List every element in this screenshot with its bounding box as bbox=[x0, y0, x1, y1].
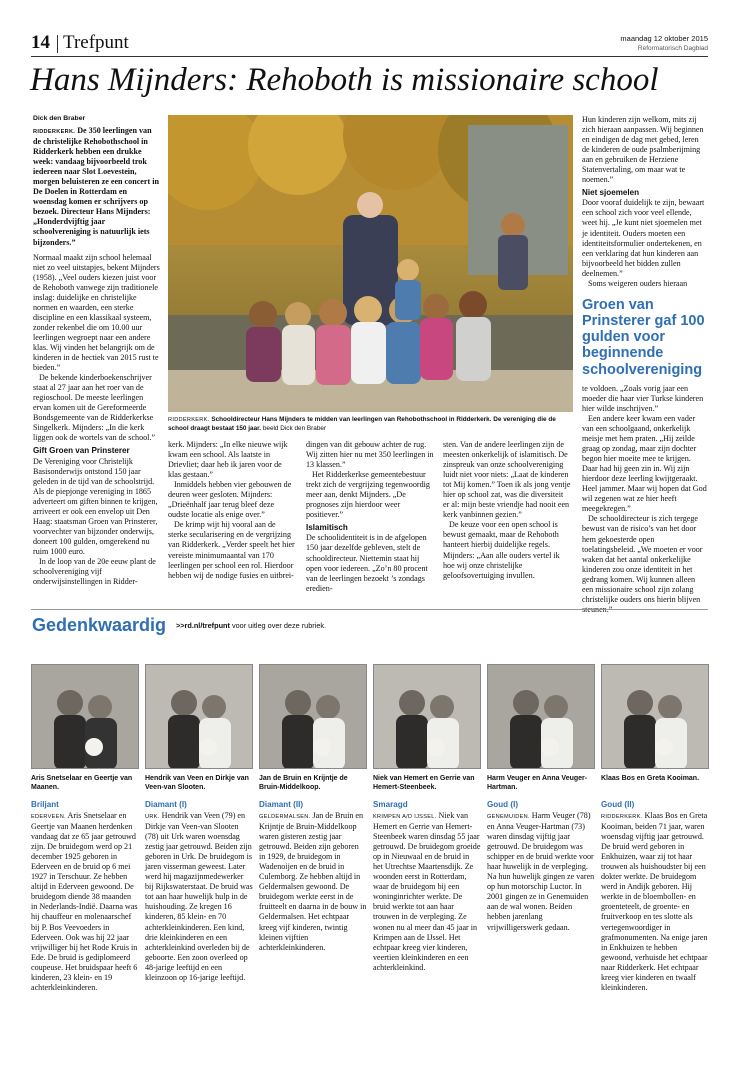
anniversary-text bbox=[145, 811, 253, 983]
anniversary-body: Hendrik van Veen (79) en Dirkje van Veen-van Slooten (78) uit Urk waren woensdag zestig jaar getrouwd. Beiden zijn geboren in Urk. De bruidegom is jaren visserman geweest. Later werd hij magazijnmedewerker bij Rijkswaterstaat. De bruid was tot aan haar huwelijk hulp in de huishouding. Ze kregen 16 kinderen, 85 klein- en 70 achterkleinkinderen. Een kind, drie kleinkinderen en een achterkleinkind overleden bij de geboorte. Een zoon overleed op 48-jarige leeftijd en een kleinzoon op 16-jarige leeftijd. bbox=[145, 811, 253, 982]
couple-photo bbox=[601, 664, 709, 769]
rubriek-link[interactable]: >>rd.nl/trefpunt bbox=[176, 621, 230, 630]
couple-photo bbox=[373, 664, 481, 769]
couple-names: Niek van Hemert en Gerrie van Hemert-Steenbeek. bbox=[373, 775, 475, 791]
anniversary-category: Briljant bbox=[31, 800, 59, 809]
photo-caption bbox=[168, 416, 573, 433]
anniversary-body: Aris Snetselaar en Geertje van Maanen herdenken vandaag dat ze 65 jaar getrouwd zijn. De bruidegom werd op 21 december 1925 geboren in Ederveen en de bruid op 6 mei 1927 in Terschuur. Ze hebben altijd in Ederveen gewoond. De bruidegom diende 38 maanden in Nederlands-Indië. Daarna was hij chauffeur en molenaarschef bij P. Bos Veevoeders in Ederveen. Ook was hij 22 jaar vrijwilliger bij het Rode Kruis in Ede. De bruid is gediplomeerd coupeuse. Het bruidspaar heeft 6 kinderen, 23 klein- en 19 achterkleinkinderen. bbox=[31, 811, 138, 992]
article-column-4 bbox=[443, 440, 571, 581]
paragraph: dingen van dit gebouw achter de rug. Wij zitten hier nu met 350 leerlingen in 13 klassen.” bbox=[306, 440, 434, 470]
paragraph: Normaal maakt zijn school helemaal niet zo veel uitstapjes, bekent Mijnders (1958). „Veel ouders kiezen juist voor de Rehoboth vanwege zijn traditionele inslag: duidelijke en christelijke normen en waarden, een sterke discipline en een klassikaal systeem, zonder rekenbel die om 10.00 uur leerlingen wegroept naar een andere klas. Wij vinden het belangrijk om de kinderen in de hectiek van 2015 rust te bieden.” bbox=[33, 252, 160, 373]
anniversary-dateline: GENEMUIDEN. bbox=[487, 814, 530, 820]
couple-names: Jan de Bruin en Krijntje de Bruin-Middelkoop. bbox=[259, 775, 348, 791]
paragraph: De schooldirecteur is zich tergege bewust van de risico’s van het door hem gekoesterde open toelatingsbeleid. „We moeten er voor waken dat het aantal onkerkelijke kinderen zou onze identiteit in het gedrang komen. Wij kunnen alleen een missionaire school zijn zolang christelijke ouders ons hierin blijven bbox=[582, 514, 703, 604]
article-column-3 bbox=[306, 440, 434, 594]
pull-quote: Groen van Prinsterer gaf 100 gulden voor beginnende schoolvereniging bbox=[582, 296, 705, 378]
photo-credit: beeld Dick den Braber bbox=[262, 424, 327, 432]
caption-dateline: RIDDERKERK. bbox=[168, 417, 210, 423]
anniversary-category: Smaragd bbox=[373, 800, 408, 809]
couple-photo bbox=[487, 664, 595, 769]
paragraph: De keuze voor een open school is bewust gemaakt, maar de Rehoboth hanteert hierbij duidelijke regels. Mijnders: „Aan alle ouders vertel ik hoe wij onze christelijke geloofsovertuiging invullen. bbox=[443, 520, 560, 580]
anniversary-text bbox=[259, 811, 367, 953]
anniversary-dateline: URK. bbox=[145, 814, 160, 820]
anniversary-body: Klaas Bos en Greta Kooiman, beiden 71 jaar, waren woensdag vijftig jaar getrouwd. De bruid werd geboren in Enkhuizen, waar zij tot haar trouwen als huishoudster bij een dokter werkte. De bruidegom werd in Andijk geboren. Hij werkte in de bloembollen- en groenteteelt, de groente- en fruitverkoop en tes slotte als vertegenwoordiger in grafmonumenten. Na enige jaren in Enkhuizen te hebben gewoond, verhuisde het echtpaar naar Ridderkerk. Het echtpaar kreeg vier kinderen en twaalf kleinkinderen. bbox=[601, 811, 708, 992]
byline: Dick den Braber bbox=[33, 115, 86, 122]
rubriek-link-text: voor uitleg over deze rubriek. bbox=[231, 621, 327, 630]
headline: Hans Mijnders: Rehoboth is missionaire school bbox=[30, 62, 659, 98]
anniversary-body: Harm Veuger (78) en Anna Veuger-Hartman (73) waren dinsdag vijftig jaar getrouwd. De bruidegom was schipper en de bruid werkte voor haar huwelijk in de verpleging. Na hun huwelijk gingen ze varen op hun motorschip Luctor. In 2001 gingen ze in Genemuiden aan de wal wonen. Beiden hebben jarenlang vrijwilligerswerk gedaan. bbox=[487, 811, 595, 932]
article-lead: De 350 leerlingen van de christelijke Rehobothschool in Ridderkerk hebben een drukke week: vandaag bijvoorbeeld trok iedereen naar Slot Loevestein, morgen beluisteren ze een concert in De Doelen in Rotterdam en woensdag komen er schrijvers op bezoek. Directeur Hans Mijnders: „Honderdvijftig jaar schoolvereniging is natuurlijk iets bijzonders.” bbox=[33, 126, 159, 247]
couple-names: Hendrik van Veen en Dirkje van Veen-van Slooten. bbox=[145, 775, 249, 791]
anniversary-category: Diamant (II) bbox=[259, 800, 304, 809]
anniversary-dateline: EDERVEEN. bbox=[31, 814, 66, 820]
paragraph: De Vereniging voor Christelijk Basisonderwijs ontstond 150 jaar geleden in de tijd van de schoolstrijd. Als de piepjonge vereniging in 1865 adverteert om giften binnen te krijgen, arriveert er ook een envelop uit Den Haag: staatsman Groen van Prinsterer, voorvechter van bijzonder onderwijs, doneert 100 gulden, omgerekend nu ruim 1000 euro. bbox=[33, 456, 158, 556]
paragraph: sten. Van de andere leerlingen zijn de meesten onkerkelijk of islamitisch. De zinspreuk van onze schoolvereniging luidt niet voor niets: „Laat de kinderen tot Mij komen.” Toen ik als jong ventje hier op school zat, was die diversiteit er al: mijn beste vriendje had nooit een kerk vanbinnen gezien.” bbox=[443, 440, 571, 520]
anniversary-text bbox=[487, 811, 595, 933]
gedenkwaardig-link-line bbox=[176, 621, 326, 630]
paragraph: Inmiddels hebben vier gebouwen de deuren weer gesloten. Mijnders: „Drieënhalf jaar terug bleef deze oudste locatie als enige over.” bbox=[168, 480, 292, 520]
subheading: Islamitisch bbox=[306, 523, 348, 533]
couple-photo bbox=[145, 664, 253, 769]
anniversary-body: Niek van Hemert en Gerrie van Hemert-Steenbeek waren dinsdag 55 jaar getrouwd. De bruidegom groeide op in Nieuwaal en de bruid in het Utrechtse Maartensdijk. Ze woonden eerst in Rotterdam, waar de bruidegom bij een woninginrichter werkte. De bruid werkte tot aan haar trouwen in de verpleging. Ze wonen nu al meer dan 45 jaar in Krimpen aan de IJssel. Het echtpaar kreeg vier kinderen, veertien kleinkinderen en een achterkleinkind. bbox=[373, 811, 481, 972]
header-publication: Reformatorisch Dagblad bbox=[637, 45, 708, 52]
paragraph: Een andere keer kwam een vader van een schoolgaand, onkerkelijk meisje met hem praten. „Hij zeilde graag op zondag, maar zijn dochter begon hier moeite mee te krijgen. Daar had hij geen zin in. Wij zijn hierdoor deze leerling kwijtgeraakt. Heel jammer. Maar wij hopen dat God wil zegenen wat ze hier heeft meegekregen.” bbox=[582, 413, 707, 514]
header-rule bbox=[31, 56, 708, 57]
lead-dateline: RIDDERKERK. bbox=[33, 129, 76, 135]
couple-names: Aris Snetselaar en Geertje van Maanen. bbox=[31, 775, 133, 791]
anniversary-category: Goud (II) bbox=[601, 800, 635, 809]
anniversary-dateline: RIDDERKERK. bbox=[601, 814, 643, 820]
anniversary-text bbox=[31, 811, 139, 993]
anniversary-text bbox=[373, 811, 481, 973]
couple-names: Harm Veuger en Anna Veuger-Hartman. bbox=[487, 775, 588, 791]
section-rule bbox=[31, 609, 708, 610]
article-column-right bbox=[582, 115, 708, 615]
header-date: maandag 12 oktober 2015 bbox=[620, 34, 708, 43]
paragraph: In de loop van de 20e eeuw plant de schoolvereniging vijf onderwijsinstellingen in Ridder- bbox=[33, 556, 156, 587]
paragraph: De bekende kinderboekenschrijver staat al 27 jaar aan het roer van de regioschool. De meeste leerlingen ervan komen uit de Gereformeerde Bondsgemeente van de Ridderkerkse Singelkerk. Mijnders: „In die kerk liggen ook de wortels van de school.” bbox=[33, 373, 156, 443]
paragraph: Soms weigeren ouders hieraan bbox=[588, 278, 688, 288]
subheading: Niet sjoemelen bbox=[582, 188, 640, 198]
paragraph: Hun kinderen zijn welkom, mits zij zich hieraan aanpassen. Wij beginnen en eindigen de dag met gebed, leren de kinderen de oude psalmberijming aan en gebruiken de Herziene Statenvertaling, om maar wat te noemen.” bbox=[582, 115, 704, 185]
couple-photo bbox=[259, 664, 367, 769]
paragraph: te voldoen. „Zoals vorig jaar een moeder die haar vier Turkse kinderen hier wilde inschrijven.” bbox=[582, 383, 704, 413]
main-photo bbox=[168, 115, 573, 412]
schoolyard-group-photo bbox=[168, 115, 573, 412]
header-separator bbox=[57, 35, 58, 53]
article-column-1 bbox=[33, 126, 161, 587]
section-title: Trefpunt bbox=[63, 32, 129, 53]
page-number: 14 bbox=[31, 32, 50, 53]
article-column-2 bbox=[168, 440, 296, 581]
couple-photo bbox=[31, 664, 139, 769]
gedenkwaardig-title: Gedenkwaardig bbox=[32, 615, 167, 635]
anniversary-dateline: GELDERMALSEN. bbox=[259, 814, 311, 820]
paragraph: De schoolidentiteit is in de afgelopen 150 jaar dezelfde gebleven, stelt de schooldirecteur. Niettemin staat hij open voor iedereen. „Zo’n 80 procent van de leerlingen bezoekt ’s zondags eredien- bbox=[306, 533, 428, 593]
paragraph: kerk. Mijnders: „In elke nieuwe wijk kwam een school. Als laatste in Drievliet; daar heb ik jaren voor de klas gestaan.” bbox=[168, 440, 288, 480]
caption-text: Schooldirecteur Hans Mijnders te midden van leerlingen van Rehobothschool in Ridderkerk. De vereniging die de school draagt bestaat 150 jaar. bbox=[168, 416, 556, 432]
paragraph: De krimp wijt hij vooral aan de sterke secularisering en de vergrijzing van Ridderkerk. „Verder speelt het hier vereiste minimumaantal van 170 leerlingen per school een rol. Hierdoor hebben wij de nodige fusies en uitbrei- bbox=[168, 520, 295, 580]
anniversary-text bbox=[601, 811, 709, 993]
anniversary-dateline: KRIMPEN A/D IJSSEL. bbox=[373, 814, 437, 820]
anniversary-body: Jan de Bruin en Krijntje de Bruin-Middelkoop waren gisteren zestig jaar getrouwd. Beiden zijn geboren in 1929, de bruidegom in Wadenoijen en de bruid in Culemborg. Ze hebben altijd in Geldermalsen gewoond. De bruidegom werkte eerst in de fruitteelt en daarna in de bouw in Geldermalsen. Het echtpaar kreeg vijf kinderen, twintig kleinen vijftien achterkleinkinderen. bbox=[259, 811, 367, 952]
anniversary-category: Goud (I) bbox=[487, 800, 519, 809]
anniversary-category: Diamant (I) bbox=[145, 800, 187, 809]
couple-names: Klaas Bos en Greta Kooiman. bbox=[601, 775, 700, 782]
subheading: Gift Groen van Prinsterer bbox=[33, 446, 130, 456]
paragraph: Het Ridderkerkse gemeentebestuur trekt zich de vergrijzing tegenwoordig meer aan, denkt Mijnders. „De prognoses zijn hierdoor weer positiever.” bbox=[306, 470, 430, 520]
paragraph: Door vooraf duidelijk te zijn, bewaart een school zich voor veel ellende, weet hij. „Je kunt niet sjoemelen met je identiteit. Ouders moeten een identiteitsformulier ondertekenen, en een verklaring dat hun kinderen aan bijvoorbeeld het bidden zullen deelnemen.” bbox=[582, 198, 705, 278]
